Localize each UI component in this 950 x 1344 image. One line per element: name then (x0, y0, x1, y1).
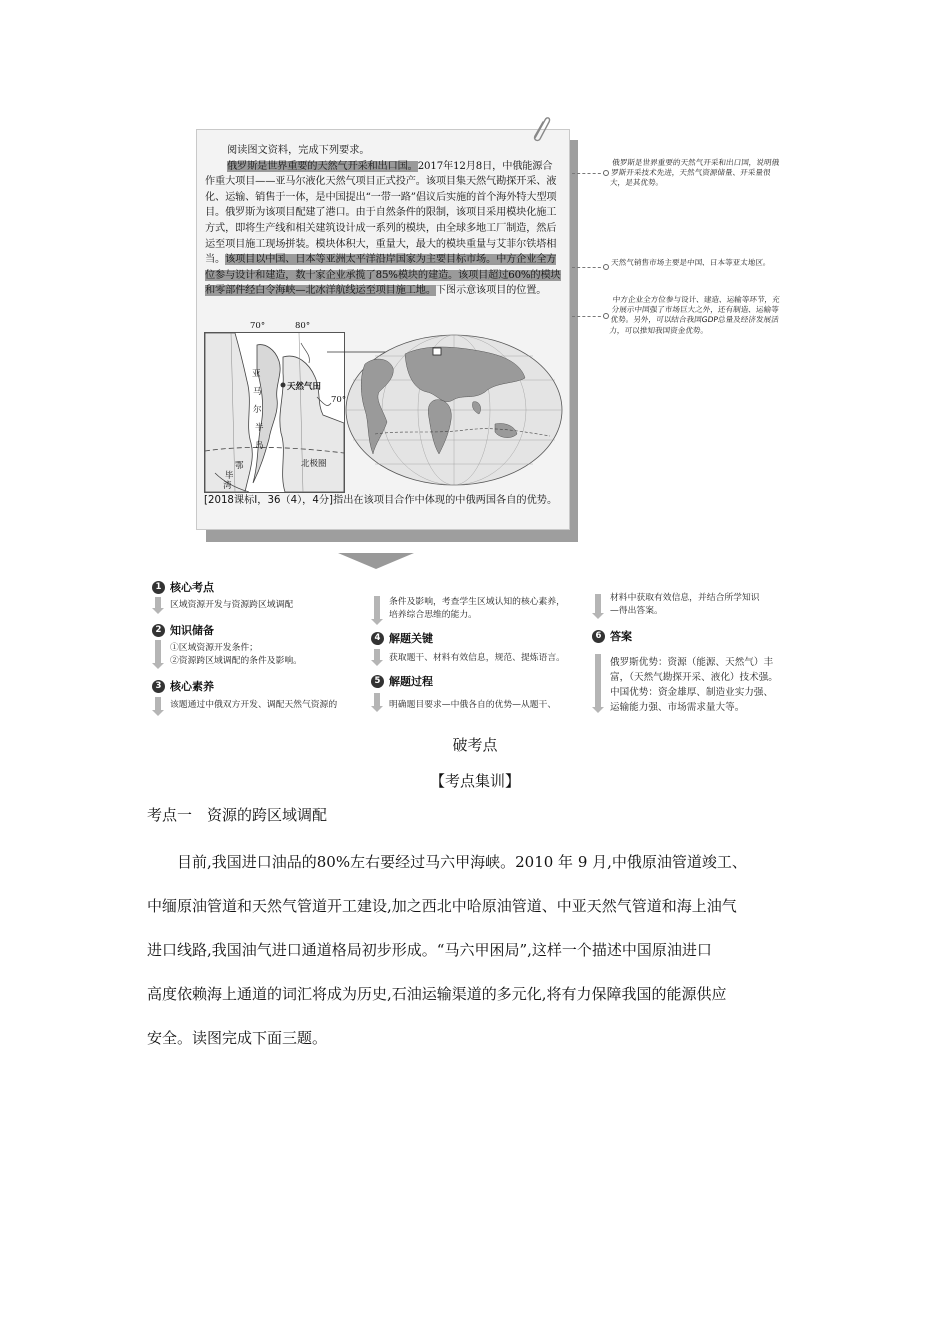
step-5-cont-line-1: 材料中获取有效信息，并结合所学知识 (610, 593, 760, 603)
step-5-number: 5 (371, 675, 384, 688)
step-5-cont-line-2: —得出答案。 (610, 606, 663, 616)
step-5-arrow-icon (374, 693, 380, 707)
material-paragraph (205, 159, 561, 299)
step-6-line-4: 运输能力强、市场需求量大等。 (610, 702, 745, 713)
step-2-number: 2 (152, 624, 165, 637)
body-line-5: 安全。读图完成下面三题。 (147, 1029, 328, 1047)
step-5-title: 解题过程 (389, 675, 433, 688)
note-1-dot (603, 170, 609, 176)
note-2-connector (572, 267, 606, 268)
note-3: 中方企业全方位参与设计、建造、运输等环节，充分展示中国强了市场巨大之外，还有制造、运输等优势。另外，可以结合我国GDP总量及经济发展活力，可以推知我国资金优势。 (608, 295, 781, 335)
step-2-heading (152, 622, 214, 638)
step-2-arrow-icon (155, 640, 161, 664)
body-line-4: 高度依赖海上通道的词汇将成为历史,石油运输渠道的多元化,将有力保障我国的能源供应 (147, 985, 727, 1003)
step-6-arrow-icon (595, 654, 601, 708)
note-2: 天然气销售市场主要是中国、日本等亚太地区。 (610, 258, 772, 267)
step-4-title: 解题关键 (389, 632, 433, 645)
gulf-char-2: 毕 (225, 471, 234, 481)
arctic-circle-label: 北极圈 (301, 459, 327, 469)
step-6-number: 6 (592, 630, 605, 643)
yamal-map (204, 332, 345, 493)
body-line-1: 目前,我国进口油品的80%左右要经过马六甲海峡。2010 年 9 月,中俄原油管道竣工、 (177, 853, 747, 871)
step-6-title: 答案 (610, 630, 632, 643)
step-3-cont-line-1: 条件及影响，考查学生区域认知的核心素养， (389, 597, 565, 607)
body-line-2: 中缅原油管道和天然气管道开工建设,加之西北中哈原油管道、中亚天然气管道和海上油气 (147, 897, 737, 915)
step-3-arrow-icon (155, 697, 161, 711)
step-5-cont-arrow-icon (595, 594, 601, 614)
step-1-number: 1 (152, 581, 165, 594)
question-source: [2018课标Ⅰ，36（4），4分] (204, 495, 334, 506)
card-intro: 阅读图文资料，完成下列要求。 (227, 145, 370, 156)
highlight-russia: 俄罗斯是世界重要的天然气开采和出口国。 (227, 160, 418, 172)
paragraph-seg2: 2017年12月8日，中俄能源合作重大项目——亚马尔液化天然气项目正式投产。该项目集天然气勘探开采、液化、运输、销售于一体，是中国提出“一带一路”倡议后实施的首个海外特大型项目。俄罗斯为该项目配建了港口。由于自然条件的限制，该项目采用模块化施工方式，即将生产线和相关建筑设计成一系列的模块，由全球多地工厂制造，然后运至项目施工现场拼装。模块体积大，重量大，最大的模块重量与艾菲尔铁塔相当。 (205, 160, 557, 266)
topic-heading: 考点一 资源的跨区域调配 (147, 806, 328, 824)
step-6-line-3: 中国优势：资金雄厚、制造业实力强、 (610, 687, 774, 698)
deg-80-top: 80° (295, 321, 311, 331)
step-2-line-2: ②资源跨区域调配的条件及影响。 (170, 656, 302, 666)
note-1-connector (572, 173, 606, 174)
note-3-dot (603, 313, 609, 319)
step-3-number: 3 (152, 680, 165, 693)
step-2-line-1: ①区域资源开发条件； (170, 643, 258, 653)
body-paragraph (147, 840, 817, 1060)
step-3-cont-arrow-icon (374, 596, 380, 620)
deg-70-top: 70° (250, 321, 266, 331)
peninsula-char-3: 尔 (253, 405, 262, 415)
peninsula-char-1: 亚 (252, 369, 261, 379)
step-2-title: 知识储备 (170, 624, 214, 637)
highlight-market: 该项目以中国、日本等亚洲太平洋沿岸国家为主要目标市场。中方企业全方位参与设计和建造，数十家企业承揽了85%模块的建造。该项目超过60%的模块和零部件经白令海峡—北冰洋航线运至项目施工地。 (205, 254, 561, 297)
world-map (345, 334, 563, 486)
note-1: 俄罗斯是世界重要的天然气开采和出口国，说明俄罗斯开采技术先进，天然气资源储量、开采量很大，是其优势。 (609, 158, 780, 188)
step-4-text: 获取题干、材料有效信息，规范、提炼语言。 (389, 653, 565, 663)
gas-field-label: 天然气田 (287, 382, 322, 392)
step-1-text: 区域资源开发与资源跨区域调配 (170, 600, 294, 610)
step-4-heading (371, 630, 433, 646)
sub-title: 【考点集训】 (429, 772, 520, 790)
question (204, 493, 564, 509)
step-6-heading (592, 628, 632, 644)
peninsula-char-5: 岛 (255, 441, 264, 451)
step-3-cont-line-2: 培养综合思维的能力。 (389, 610, 477, 620)
material-card (196, 129, 570, 530)
body-line-3: 进口线路,我国油气进口通道格局初步形成。“马六甲困局”,这样一个描述中国原油进口 (147, 941, 712, 959)
step-1-title: 核心考点 (170, 581, 214, 594)
step-3-heading (152, 678, 214, 694)
step-5-heading (371, 673, 433, 689)
step-6-line-1: 俄罗斯优势：资源（能源、天然气）丰 (610, 657, 774, 668)
peninsula-char-4: 半 (255, 423, 264, 433)
note-2-dot (603, 264, 609, 270)
step-4-arrow-icon (374, 649, 380, 661)
down-triangle-icon (338, 553, 414, 569)
step-6-line-2: 富，（天然气勘探开采、液化）技术强。 (610, 672, 778, 683)
gulf-char-1: 鄂 (235, 461, 244, 471)
section-title: 破考点 (452, 736, 498, 754)
step-3-text: 该题通过中俄双方开发、调配天然气资源的 (170, 700, 338, 710)
peninsula-char-2: 马 (253, 387, 262, 397)
paragraph-seg4: 下图示意该项目的位置。 (435, 285, 547, 297)
paperclip-icon (529, 114, 551, 142)
step-5-text: 明确题目要求—中俄各自的优势—从题干、 (389, 700, 557, 710)
note-3-connector (572, 316, 606, 317)
question-text: 指出在该项目合作中体现的中俄两国各自的优势。 (333, 495, 558, 506)
step-1-arrow-icon (155, 597, 161, 609)
gulf-char-3: 湾 (223, 481, 232, 491)
step-4-number: 4 (371, 632, 384, 645)
step-1-heading (152, 579, 214, 595)
step-3-title: 核心素养 (170, 680, 214, 693)
deg-70-right: 70° (331, 395, 347, 405)
